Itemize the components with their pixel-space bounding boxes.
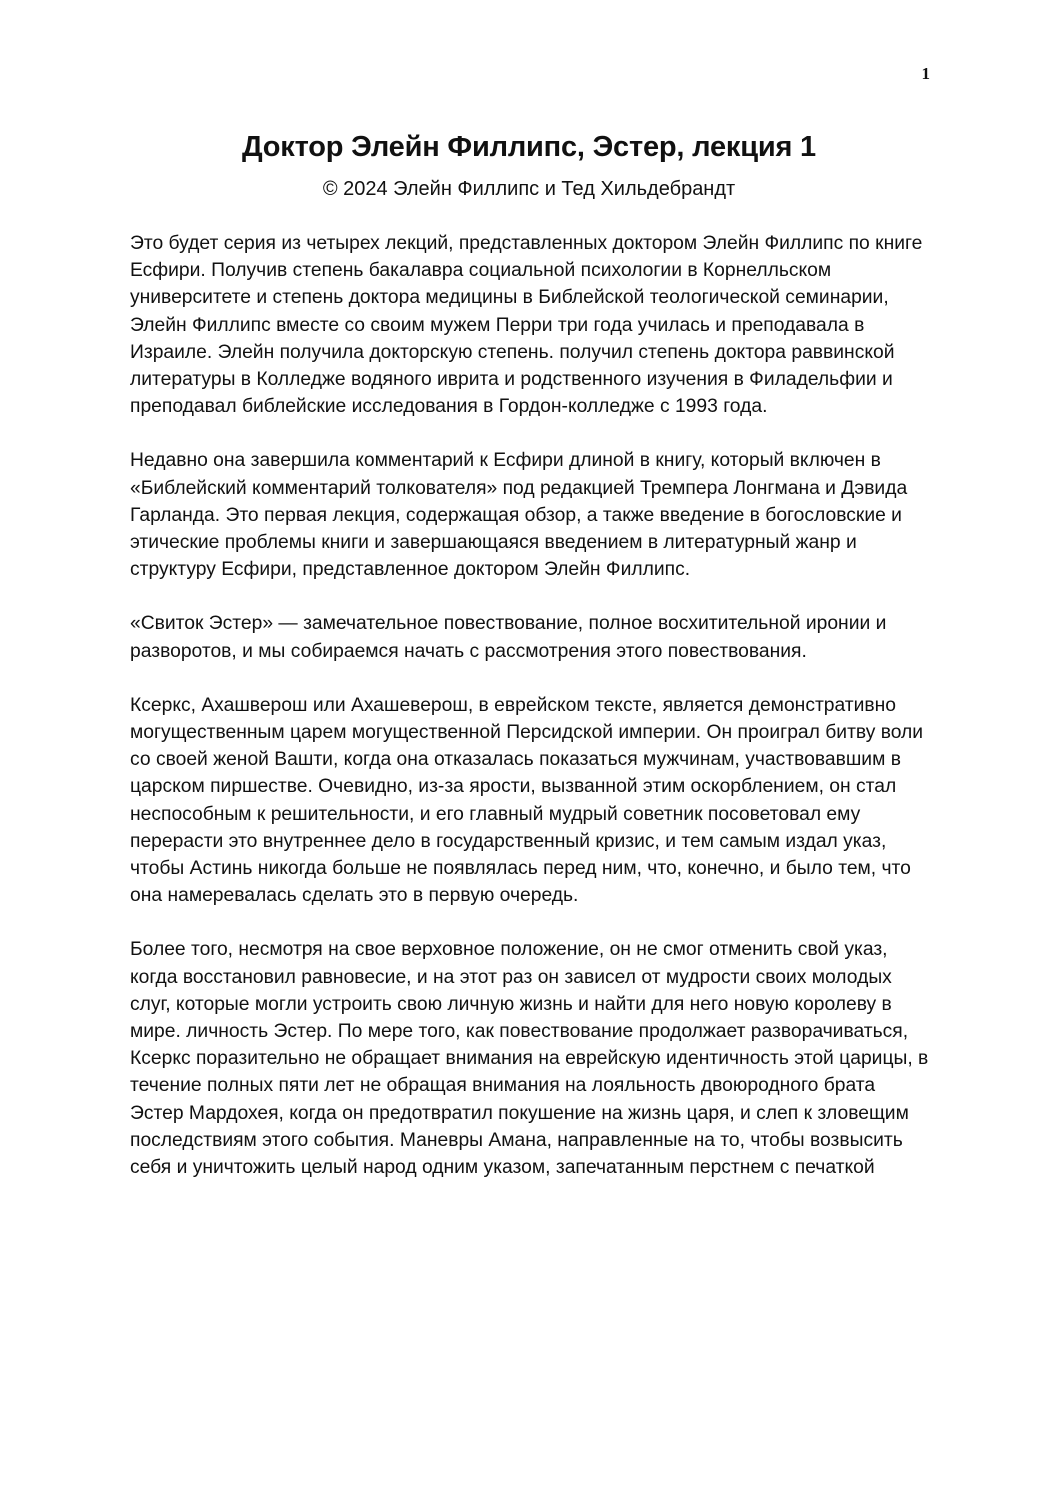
document-body (130, 230, 930, 1181)
paragraph-commentary: Недавно она завершила комментарий к Есфири длиной в книгу, который включен в «Библейский комментарий толкователя» под редакцией Тремпера Лонгмана и Дэвида Гарланда. Это первая лекция, содержащая обзор, а также введение в богословские и этические проблемы книги и завершающаяся введением в литературный жанр и структуру Есфири, представленное доктором Элейн Филлипс. (130, 450, 908, 581)
paragraph-xerxes: Ксеркс, Ахашверош или Ахашеверош, в еврейском тексте, является демонстративно могущественным царем могущественной Персидской империи. Он проиграл битву воли со своей женой Вашти, когда она отказалась показаться мужчинам, участвовавшим в царском пиршестве. Очевидно, из-за ярости, вызванной этим оскорблением, он стал неспособным к решительности, и его главный мудрый советник посоветовал ему перерасти это внутреннее дело в государственный кризис, и тем самым издал указ, чтобы Астинь никогда больше не появлялась перед ним, что, конечно, и было тем, что она намеревалась сделать это в первую очередь. (130, 694, 924, 907)
paragraph-scroll: «Свиток Эстер» — замечательное повествование, полное восхитительной иронии и разворотов, и мы собираемся начать с рассмотрения этого повествования. (130, 613, 887, 662)
copyright-line: © 2024 Элейн Филлипс и Тед Хильдебрандт (322, 178, 736, 200)
document-title: Доктор Элейн Филлипс, Эстер, лекция 1 (241, 131, 816, 163)
paragraph-intro: Это будет серия из четырех лекций, представленных доктором Элейн Филлипс по книге Есфири. Получив степень бакалавра социальной психологии в Корнелльском университете и степень доктора медицины в Библейской теологической семинарии, Элейн Филлипс вместе со своим мужем Перри три года училась и преподавала в Израиле. Элейн получила докторскую степень. получил степень доктора раввинской литературы в Колледже водяного иврита и родственного изучения в Филадельфии и преподавал библейские исследования в Гордон-колледже с 1993 года. (130, 233, 923, 418)
page-number: 1 (921, 64, 930, 83)
paragraph-decree: Более того, несмотря на свое верховное положение, он не смог отменить свой указ, когда восстановил равновесие, и на этот раз он зависел от мудрости своих молодых слуг, которые могли устроить свою личную жизнь и найти для него новую королеву в мире. личность Эстер. По мере того, как повествование продолжает разворачиваться, Ксеркс поразительно не обращает внимания на еврейскую идентичность этой царицы, в течение полных пяти лет не обращая внимания на лояльность двоюродного брата Эстер Мардохея, когда он предотвратил покушение на жизнь царя, и слеп к зловещим последствиям этого события. Маневры Амана, направленные на то, чтобы возвысить себя и уничтожить целый народ одним указом, запечатанным перстнем с печаткой (130, 939, 929, 1179)
